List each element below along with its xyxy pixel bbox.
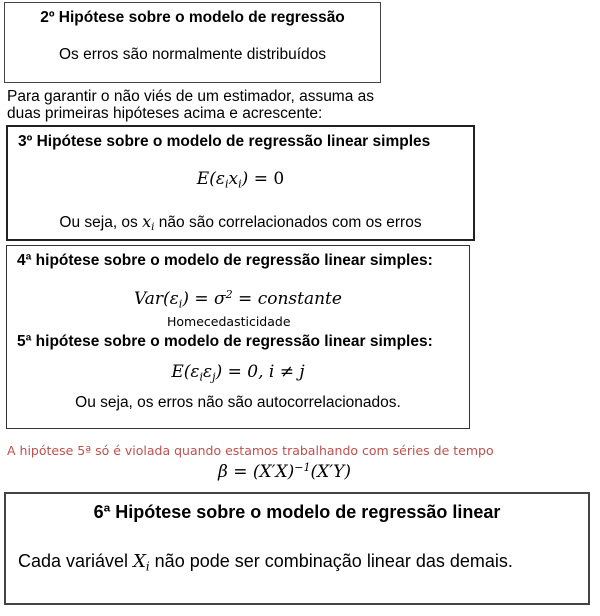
- intro-paragraph: [7, 88, 374, 122]
- hypothesis-6-title: 6ª Hipótese sobre o modelo de regressão linear: [93, 502, 501, 522]
- hypothesis-4-title: 4ª hipótese sobre o modelo de regressão linear simples:: [17, 252, 433, 269]
- ols-beta-formula: $\beta = (X'X)^{-1}(X'Y)$: [218, 460, 351, 482]
- hypothesis-3-text: Ou seja, os $x_i$ não são correlacionados com os erros: [59, 212, 422, 234]
- hypothesis-5-formula: $E(\varepsilon_i\varepsilon_j) = 0$, i ≠ j: [171, 362, 305, 384]
- hypothesis-2-text: Os erros são normalmente distribuídos: [58, 46, 327, 63]
- hypothesis-2-title: 2º Hipótese sobre o modelo de regressão: [40, 9, 345, 26]
- intro-line-2: duas primeiras hipóteses acima e acrescente:: [7, 105, 323, 122]
- intro-line-1: Para garantir o não viés de um estimador, assuma as: [7, 88, 375, 105]
- hypothesis-5-text: Ou seja, os erros não são autocorrelacionados.: [75, 394, 401, 411]
- hypothesis-5-title: 5ª hipótese sobre o modelo de regressão linear simples:: [17, 333, 433, 350]
- homoscedasticity-label: Homecedasticidade: [167, 314, 291, 329]
- time-series-remark: A hipótese 5ª só é violada quando estamos trabalhando com séries de tempo: [7, 443, 494, 458]
- hypothesis-3-formula: $E(\varepsilon_ix_i) = 0$: [196, 169, 285, 191]
- hypothesis-3-box: [6, 125, 475, 241]
- hypothesis-2-box: [4, 2, 381, 83]
- hypothesis-4-5-box: [6, 245, 470, 429]
- hypothesis-6-text: Cada variável $X_i$ não pode ser combinação linear das demais.: [18, 551, 513, 574]
- hypothesis-4-formula: $Var(\varepsilon_i) = \sigma^2$ = constante: [134, 287, 342, 311]
- hypothesis-3-title: 3º Hipótese sobre o modelo de regressão linear simples: [18, 133, 431, 150]
- hypothesis-6-box: [4, 492, 590, 605]
